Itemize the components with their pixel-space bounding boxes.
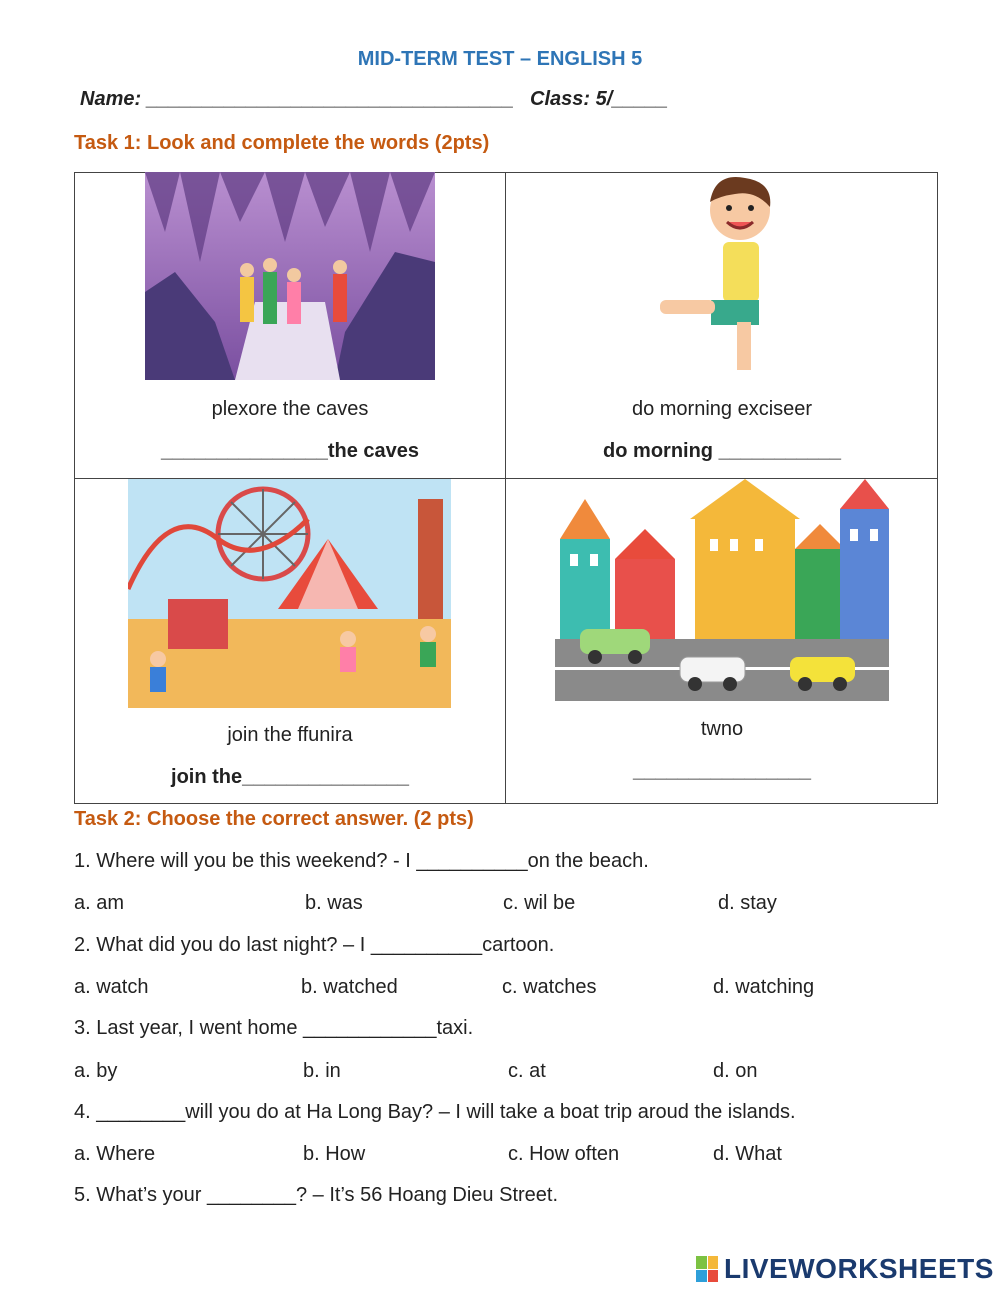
question-4: 4. ________will you do at Ha Long Bay? – I will take a boat trip aroud the islands. [74,1101,796,1123]
caves-image [145,172,435,380]
grid-divider-vertical [505,172,506,804]
option-3a[interactable]: a. by [74,1060,118,1082]
page-title: MID-TERM TEST – ENGLISH 5 [357,48,643,70]
option-4d[interactable]: d. What [713,1143,782,1165]
answer-blank-1[interactable]: _______________the caves [160,440,420,462]
option-1a[interactable]: a. am [74,892,125,914]
option-3d[interactable]: d. on [713,1060,758,1082]
option-3c[interactable]: c. at [508,1060,546,1082]
town-image [555,479,889,701]
logo-text: LIVEWORKSHEETS [724,1253,994,1284]
option-1d[interactable]: d. stay [718,892,777,914]
option-4a[interactable]: a. Where [74,1143,156,1165]
answer-blank-4[interactable]: ________________ [633,760,811,782]
liveworksheets-logo [696,1253,994,1285]
class-field-label: Class: 5/_____ [530,88,668,110]
task2-heading: Task 2: Choose the correct answer. (2 pts) [74,808,474,830]
option-2b[interactable]: b. watched [301,976,398,998]
option-2a[interactable]: a. watch [74,976,149,998]
option-2c[interactable]: c. watches [502,976,597,998]
option-1c[interactable]: c. wil be [503,892,576,914]
funfair-image [128,479,451,708]
answer-blank-3[interactable]: join the_______________ [171,766,409,788]
option-4b[interactable]: b. How [303,1143,366,1165]
option-3b[interactable]: b. in [303,1060,341,1082]
scrambled-word-4: twno [700,718,744,740]
exercise-image [655,172,790,380]
option-2d[interactable]: d. watching [713,976,815,998]
scrambled-word-2: do morning exciseer [631,398,813,420]
answer-blank-2[interactable]: do morning ___________ [603,440,841,462]
scrambled-word-3: join the ffunira [227,724,353,746]
question-2: 2. What did you do last night? – I __________cartoon. [74,934,555,956]
option-1b[interactable]: b. was [305,892,363,914]
task1-heading: Task 1: Look and complete the words (2pts) [74,132,490,154]
option-4c[interactable]: c. How often [508,1143,620,1165]
scrambled-word-1: plexore the caves [211,398,369,420]
question-5: 5. What’s your ________? – It’s 56 Hoang Dieu Street. [74,1184,559,1206]
question-3: 3. Last year, I went home ____________taxi. [74,1017,474,1039]
logo-mark-icon [696,1256,718,1282]
question-1: 1. Where will you be this weekend? - I __________on the beach. [74,850,649,872]
name-field-label: Name: _________________________________ [80,88,514,110]
